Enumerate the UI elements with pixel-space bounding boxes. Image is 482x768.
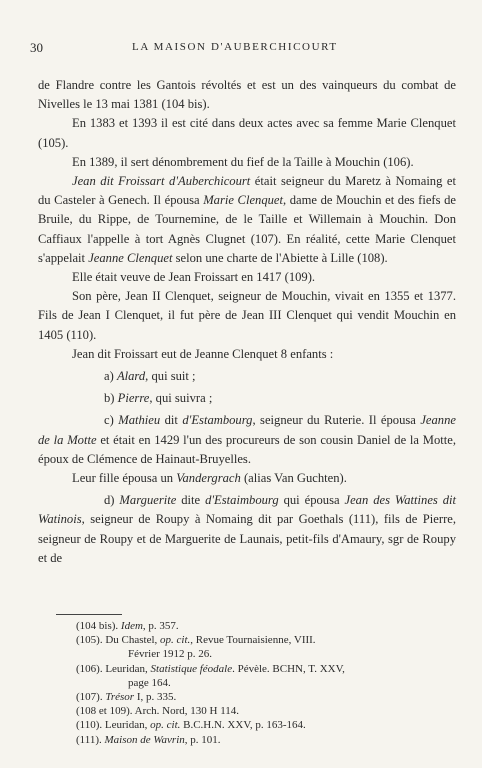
paragraph: Leur fille épousa un Vandergrach (alias Van Guchten). [72,471,347,486]
list-item: b) Pierre, qui suivra ; [104,391,213,406]
footnote: (105). Du Chastel, op. cit., Revue Tournaisienne, VIII. [76,634,316,647]
footnotes [76,619,456,747]
list-item: c) Mathieu dit d'Estambourg, seigneur du Ruterie. Il épousa Jeanne de la Motte et était en 1429 l'un des procureurs de son cousin Daniel de la Motte, époux de Clémence de Hainaut-Bruyelles. [38,413,457,466]
paragraph: de Flandre contre les Gantois révoltés et est un des vainqueurs du combat de Nivelles le 13 mai 1381 (104 bis). [38,78,456,112]
footnote: (111). Maison de Wavrin, p. 101. [76,733,221,746]
body-text [38,76,456,568]
paragraph: Jean dit Froissart eut de Jeanne Clenquet 8 enfants : [72,346,334,361]
footnote: (104 bis). Idem, p. 357. [76,620,179,632]
list-item: d) Marguerite dite d'Estaimbourg qui épousa Jean des Wattines dit Watinois, seigneur de Roupy à Nomaing dit par Goethals (111), fils de Pierre, seigneur de Roupy et de Marguerite de Launais, petit-fils d'Amaury, sgr de Roupy et de [38,493,457,565]
paragraph: En 1389, il sert dénombrement du fief de la Taille à Mouchin (106). [72,154,414,169]
paragraph: Son père, Jean II Clenquet, seigneur de Mouchin, vivait en 1355 et 1377. Fils de Jean I Clenquet, il fut père de Jean III Clenquet qui vendit Mouchin en 1405 (110). [38,289,456,342]
page-number: 30 [30,40,43,55]
footnote: (108 et 109). Arch. Nord, 130 H 114. [76,705,240,718]
footnote-rule [56,614,122,615]
footnote: (106). Leuridan, Statistique féodale. Pévèle. BCHN, T. XXV, [76,662,345,675]
footnote: (110). Leuridan, op. cit. B.C.H.N. XXV, p. 163-164. [76,719,306,732]
list-item: a) Alard, qui suit ; [104,369,196,384]
footnote-continuation: Février 1912 p. 26. [128,648,213,661]
paragraph: En 1383 et 1393 il est cité dans deux actes avec sa femme Marie Clenquet (105). [38,116,456,150]
running-title: LA MAISON D'AUBERCHICOURT [132,41,338,53]
footnote: (107). Trésor I, p. 335. [76,691,177,704]
paragraph: Jean dit Froissart d'Auberchicourt était seigneur du Maretz à Nomaing et du Casteler à Genech. Il épousa Marie Clenquet, dame de Mouchin et des fiefs de Bruile, du Rippe, de Tournemine, de le Taille et Willemain à Mouchin. Don Caffiaux l'appelle à tort Agnès Clugnet (107). En réalité, cette Marie Clenquet s'appelait Jeanne Clenquet selon une charte de l'Abiette à Lille (108). [38,174,457,265]
paragraph: Elle était veuve de Jean Froissart en 1417 (109). [72,270,316,285]
name-italic: Jean dit Froissart d'Auberchicourt [72,174,251,189]
footnote-continuation: page 164. [128,676,171,689]
